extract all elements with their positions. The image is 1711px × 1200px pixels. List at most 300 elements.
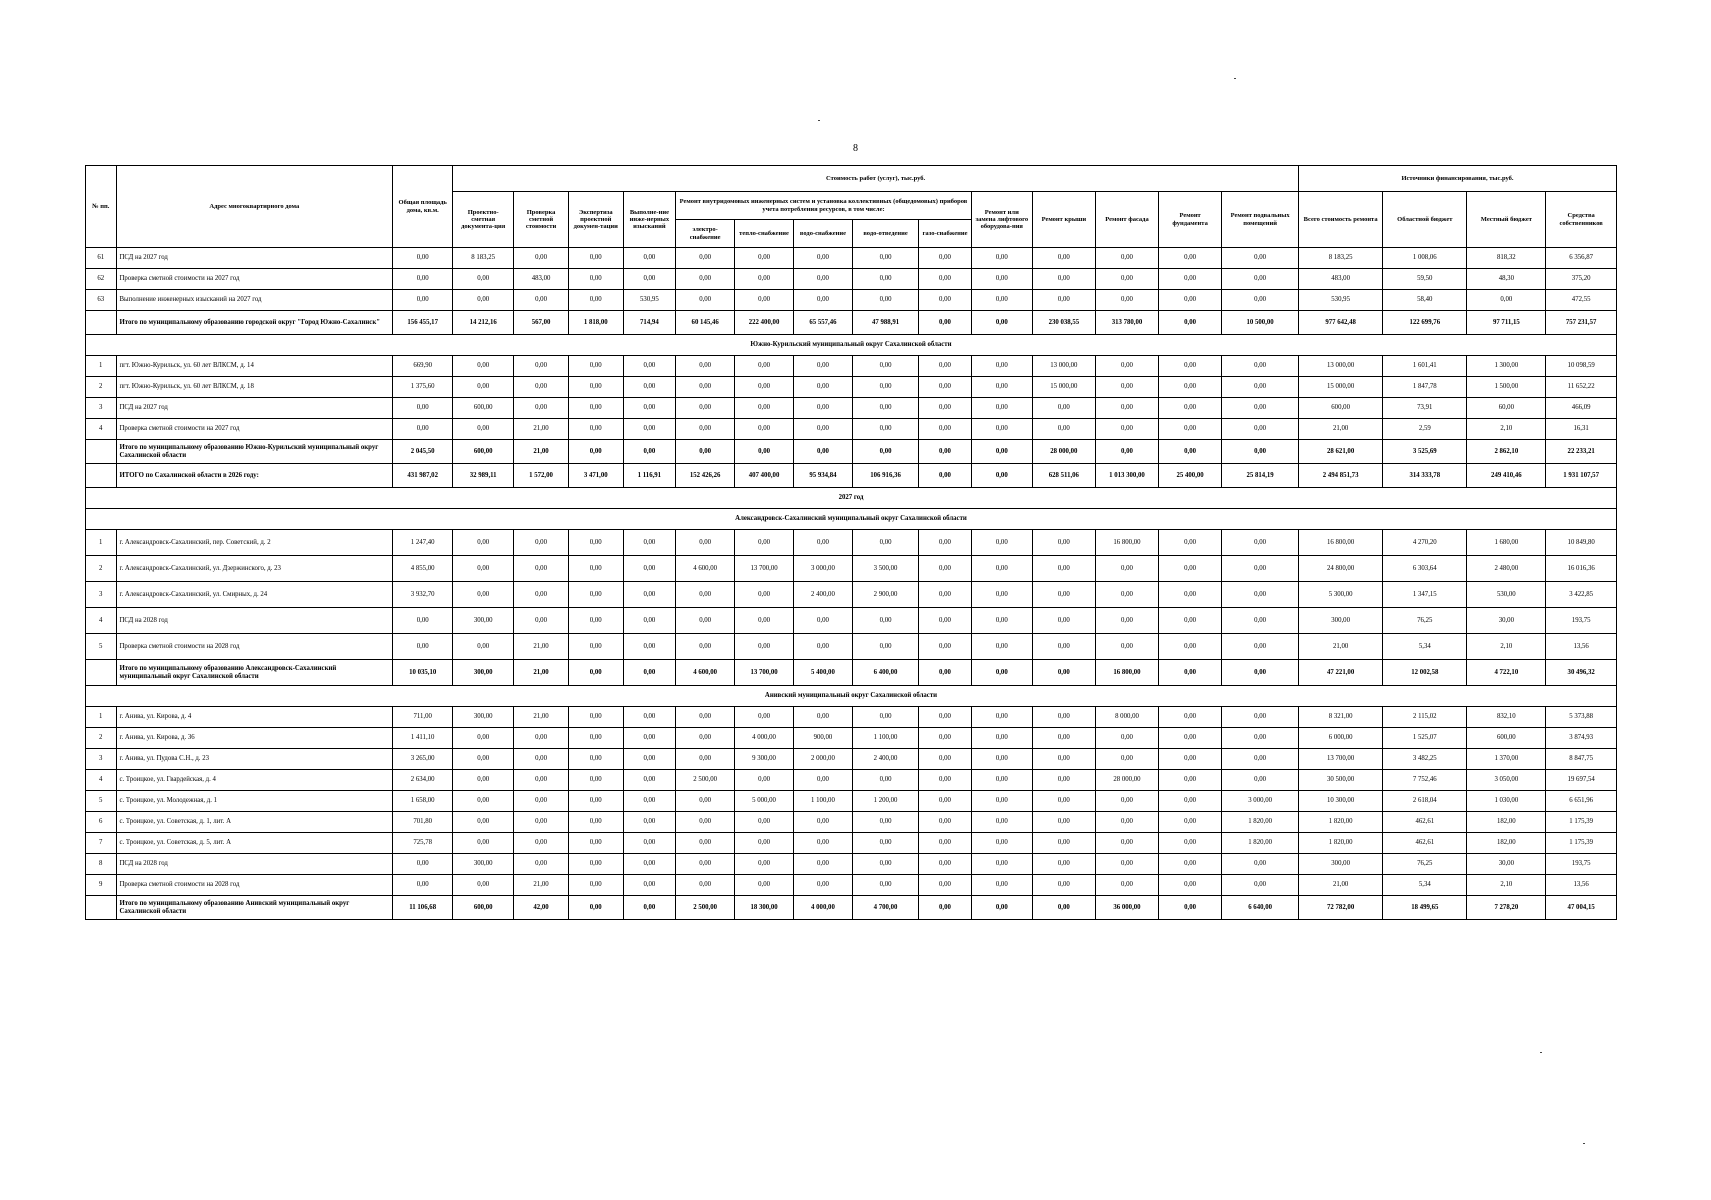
header-area: Общая площадь дома, кв.м. [393, 166, 453, 248]
page-number: 8 [853, 143, 858, 154]
row-value: 0,00 [919, 833, 972, 854]
row-value: 6 400,00 [852, 660, 918, 686]
row-value: 16 800,00 [1095, 660, 1158, 686]
row-value: 1 175,39 [1546, 812, 1617, 833]
row-value: 0,00 [623, 377, 676, 398]
row-value: 0,00 [919, 854, 972, 875]
row-value: 21,00 [514, 875, 569, 896]
row-value: 0,00 [1032, 269, 1095, 290]
row-value: 0,00 [393, 634, 453, 660]
row-value: 2 900,00 [852, 582, 918, 608]
row-value: 0,00 [735, 248, 794, 269]
row-value: 0,00 [1032, 290, 1095, 311]
row-value: 14 212,16 [453, 311, 514, 335]
row-value: 0,00 [735, 269, 794, 290]
row-value: 1 820,00 [1222, 812, 1299, 833]
row-value: 13 700,00 [735, 660, 794, 686]
row-value: 0,00 [971, 812, 1032, 833]
row-value: 0,00 [1095, 833, 1158, 854]
row-value: 30 500,00 [1299, 770, 1383, 791]
row-value: 16 016,36 [1546, 556, 1617, 582]
capital-repair-table [85, 165, 1617, 920]
row-value: 0,00 [971, 749, 1032, 770]
table-row [86, 770, 1617, 791]
row-value: 0,00 [453, 377, 514, 398]
row-value: 628 511,06 [1032, 464, 1095, 488]
table-row [86, 530, 1617, 556]
row-value: 0,00 [1095, 269, 1158, 290]
row-value: 0,00 [1032, 833, 1095, 854]
row-value: 0,00 [1032, 530, 1095, 556]
row-value: 0,00 [852, 419, 918, 440]
row-value: 0,00 [1032, 660, 1095, 686]
row-value: 25 400,00 [1159, 464, 1222, 488]
table-row [86, 290, 1617, 311]
row-number: 3 [86, 749, 117, 770]
row-value: 1 572,00 [514, 464, 569, 488]
row-number: 1 [86, 707, 117, 728]
row-value: 0,00 [971, 833, 1032, 854]
row-value: 4 270,20 [1383, 530, 1467, 556]
row-value: 0,00 [623, 440, 676, 464]
row-value: 0,00 [971, 464, 1032, 488]
row-value: 28 000,00 [1095, 770, 1158, 791]
row-value: 300,00 [453, 854, 514, 875]
row-value: 0,00 [623, 608, 676, 634]
row-address: ПСД на 2027 год [116, 398, 393, 419]
row-value: 0,00 [735, 833, 794, 854]
row-value: 21,00 [514, 419, 569, 440]
row-address: с. Троицкое, ул. Советская, д. 1, лит. А [116, 812, 393, 833]
row-value: 0,00 [514, 749, 569, 770]
row-number [86, 311, 117, 335]
row-value: 472,55 [1546, 290, 1617, 311]
row-value: 0,00 [852, 440, 918, 464]
row-value: 2 634,00 [393, 770, 453, 791]
row-value: 0,00 [623, 707, 676, 728]
row-value: 0,00 [453, 356, 514, 377]
row-value: 3 050,00 [1467, 770, 1546, 791]
header-cost-group: Стоимость работ (услуг), тыс.руб. [453, 166, 1299, 192]
row-value: 0,00 [676, 530, 735, 556]
row-value: 0,00 [568, 854, 623, 875]
row-number: 5 [86, 791, 117, 812]
row-value: 0,00 [676, 833, 735, 854]
row-value: 59,50 [1383, 269, 1467, 290]
row-value: 4 722,10 [1467, 660, 1546, 686]
section-header-row [86, 488, 1617, 509]
row-value: 0,00 [1159, 556, 1222, 582]
row-value: 3 932,70 [393, 582, 453, 608]
row-value: 0,00 [919, 707, 972, 728]
row-value: 10 035,10 [393, 660, 453, 686]
row-address: г. Анива, ул. Пудова С.Н., д. 23 [116, 749, 393, 770]
row-value: 0,00 [1159, 634, 1222, 660]
row-value: 24 800,00 [1299, 556, 1383, 582]
row-address: Итого по муниципальному образованию Анивский муниципальный округ Сахалинской области [116, 896, 393, 920]
row-value: 0,00 [623, 791, 676, 812]
row-value: 0,00 [1095, 875, 1158, 896]
row-value: 106 916,36 [852, 464, 918, 488]
row-value: 1 375,60 [393, 377, 453, 398]
row-value: 0,00 [676, 608, 735, 634]
row-value: 0,00 [676, 749, 735, 770]
row-value: 13 000,00 [1032, 356, 1095, 377]
row-value: 0,00 [1032, 749, 1095, 770]
row-value: 0,00 [852, 398, 918, 419]
row-value: 0,00 [676, 419, 735, 440]
row-value: 0,00 [568, 290, 623, 311]
row-value: 0,00 [453, 269, 514, 290]
row-value: 21,00 [514, 707, 569, 728]
row-value: 0,00 [1159, 311, 1222, 335]
row-number [86, 660, 117, 686]
row-value: 0,00 [568, 419, 623, 440]
row-value: 0,00 [676, 440, 735, 464]
row-value: 0,00 [794, 377, 853, 398]
row-value: 0,00 [568, 608, 623, 634]
row-value: 0,00 [919, 269, 972, 290]
row-value: 0,00 [514, 770, 569, 791]
row-value: 0,00 [1222, 728, 1299, 749]
row-value: 0,00 [568, 770, 623, 791]
table-row [86, 269, 1617, 290]
row-value: 4 600,00 [676, 660, 735, 686]
row-value: 19 697,54 [1546, 770, 1617, 791]
row-value: 22 233,21 [1546, 440, 1617, 464]
row-value: 76,25 [1383, 854, 1467, 875]
header-design-docs: Проектно-сметная документа-ция [453, 192, 514, 248]
row-value: 0,00 [393, 608, 453, 634]
row-value: 900,00 [794, 728, 853, 749]
row-value: 0,00 [1159, 290, 1222, 311]
row-value: 30,00 [1467, 608, 1546, 634]
row-value: 0,00 [393, 854, 453, 875]
row-value: 0,00 [1222, 749, 1299, 770]
row-value: 0,00 [1159, 419, 1222, 440]
row-value: 0,00 [514, 377, 569, 398]
row-value: 530,00 [1467, 582, 1546, 608]
row-value: 1 347,15 [1383, 582, 1467, 608]
row-value: 11 106,68 [393, 896, 453, 920]
total-row [86, 896, 1617, 920]
row-value: 0,00 [393, 398, 453, 419]
row-value: 0,00 [794, 707, 853, 728]
row-value: 7 752,46 [1383, 770, 1467, 791]
row-value: 30 496,32 [1546, 660, 1617, 686]
scan-speck [1540, 1052, 1542, 1053]
row-value: 0,00 [676, 854, 735, 875]
row-value: 7 278,20 [1467, 896, 1546, 920]
row-value: 0,00 [971, 854, 1032, 875]
row-value: 18 499,65 [1383, 896, 1467, 920]
row-value: 0,00 [568, 440, 623, 464]
row-value: 0,00 [568, 749, 623, 770]
row-value: 3 525,69 [1383, 440, 1467, 464]
row-number: 6 [86, 812, 117, 833]
row-address: с. Троицкое, ул. Гвардейская, д. 4 [116, 770, 393, 791]
row-value: 0,00 [971, 248, 1032, 269]
row-value: 3 874,93 [1546, 728, 1617, 749]
row-value: 0,00 [676, 356, 735, 377]
row-value: 0,00 [393, 419, 453, 440]
scan-speck [1583, 1143, 1585, 1144]
row-number: 61 [86, 248, 117, 269]
row-value: 0,00 [971, 530, 1032, 556]
row-address: г. Анива, ул. Кирова, д. 36 [116, 728, 393, 749]
row-value: 0,00 [453, 728, 514, 749]
row-value: 6 651,96 [1546, 791, 1617, 812]
row-value: 3 000,00 [1222, 791, 1299, 812]
row-address: г. Александровск-Сахалинский, ул. Смирных, д. 24 [116, 582, 393, 608]
row-value: 0,00 [1222, 248, 1299, 269]
row-value: 0,00 [971, 269, 1032, 290]
row-value: 2 115,02 [1383, 707, 1467, 728]
row-value: 8 000,00 [1095, 707, 1158, 728]
row-value: 16,31 [1546, 419, 1617, 440]
row-value: 0,00 [623, 356, 676, 377]
row-address: с. Троицкое, ул. Советская, д. 5, лит. А [116, 833, 393, 854]
row-value: 0,00 [1159, 660, 1222, 686]
row-number: 5 [86, 634, 117, 660]
row-value: 0,00 [971, 582, 1032, 608]
row-value: 0,00 [919, 377, 972, 398]
row-value: 0,00 [735, 356, 794, 377]
row-value: 600,00 [453, 398, 514, 419]
section-title: Александровск-Сахалинский муниципальный округ Сахалинской области [86, 509, 1617, 530]
row-value: 313 780,00 [1095, 311, 1158, 335]
row-value: 0,00 [852, 812, 918, 833]
row-value: 0,00 [1032, 812, 1095, 833]
row-value: 13 700,00 [735, 556, 794, 582]
header-electric: электро-снабжение [676, 220, 735, 248]
row-value: 0,00 [514, 728, 569, 749]
row-value: 0,00 [1095, 356, 1158, 377]
row-value: 249 410,46 [1467, 464, 1546, 488]
row-value: 0,00 [568, 269, 623, 290]
table-row [86, 608, 1617, 634]
row-value: 0,00 [735, 290, 794, 311]
row-value: 0,00 [676, 290, 735, 311]
row-value: 0,00 [1159, 854, 1222, 875]
row-value: 0,00 [1159, 356, 1222, 377]
row-value: 832,10 [1467, 707, 1546, 728]
table-row [86, 582, 1617, 608]
row-value: 21,00 [1299, 875, 1383, 896]
row-value: 1 820,00 [1299, 812, 1383, 833]
row-value: 1 680,00 [1467, 530, 1546, 556]
row-value: 1 411,10 [393, 728, 453, 749]
row-value: 0,00 [919, 812, 972, 833]
row-value: 0,00 [1222, 419, 1299, 440]
row-value: 0,00 [623, 833, 676, 854]
row-value: 0,00 [1095, 812, 1158, 833]
row-value: 1 008,06 [1383, 248, 1467, 269]
row-value: 757 231,57 [1546, 311, 1617, 335]
row-value: 0,00 [623, 248, 676, 269]
row-value: 669,90 [393, 356, 453, 377]
row-value: 0,00 [514, 812, 569, 833]
row-value: 0,00 [794, 875, 853, 896]
row-value: 0,00 [568, 875, 623, 896]
row-value: 1 200,00 [852, 791, 918, 812]
row-number: 2 [86, 377, 117, 398]
row-value: 5,34 [1383, 875, 1467, 896]
row-value: 0,00 [919, 608, 972, 634]
header-gas: газо-снабжение [919, 220, 972, 248]
row-value: 0,00 [1032, 875, 1095, 896]
row-value: 0,00 [1159, 812, 1222, 833]
row-value: 3 265,00 [393, 749, 453, 770]
row-value: 0,00 [453, 290, 514, 311]
table-row [86, 377, 1617, 398]
row-value: 0,00 [1032, 791, 1095, 812]
row-value: 0,00 [1032, 770, 1095, 791]
row-value: 0,00 [1032, 854, 1095, 875]
row-value: 3 500,00 [852, 556, 918, 582]
row-value: 0,00 [971, 660, 1032, 686]
row-value: 0,00 [1159, 269, 1222, 290]
row-value: 13 000,00 [1299, 356, 1383, 377]
row-value: 0,00 [919, 791, 972, 812]
row-value: 0,00 [514, 791, 569, 812]
row-value: 16 800,00 [1095, 530, 1158, 556]
row-value: 12 002,58 [1383, 660, 1467, 686]
row-value: 0,00 [393, 248, 453, 269]
row-value: 0,00 [852, 248, 918, 269]
row-value: 0,00 [453, 582, 514, 608]
row-value: 0,00 [1095, 377, 1158, 398]
row-value: 0,00 [623, 770, 676, 791]
row-value: 32 989,11 [453, 464, 514, 488]
row-value: 0,00 [453, 634, 514, 660]
row-value: 2,10 [1467, 419, 1546, 440]
row-value: 3 422,85 [1546, 582, 1617, 608]
row-value: 0,00 [623, 269, 676, 290]
row-value: 0,00 [676, 377, 735, 398]
row-value: 0,00 [676, 812, 735, 833]
table-row [86, 419, 1617, 440]
row-value: 0,00 [1095, 854, 1158, 875]
row-value: 0,00 [568, 377, 623, 398]
row-value: 48,30 [1467, 269, 1546, 290]
table-row [86, 728, 1617, 749]
row-value: 2 862,10 [1467, 440, 1546, 464]
row-value: 0,00 [676, 398, 735, 419]
row-number: 3 [86, 582, 117, 608]
row-value: 0,00 [852, 377, 918, 398]
row-value: 407 400,00 [735, 464, 794, 488]
row-value: 0,00 [794, 634, 853, 660]
row-value: 0,00 [676, 707, 735, 728]
row-value: 0,00 [1159, 608, 1222, 634]
row-address: Выполнение инженерных изысканий на 2027 год [116, 290, 393, 311]
row-value: 530,95 [623, 290, 676, 311]
row-value: 600,00 [1467, 728, 1546, 749]
row-address: г. Александровск-Сахалинский, ул. Дзержинского, д. 23 [116, 556, 393, 582]
row-value: 0,00 [735, 770, 794, 791]
row-value: 0,00 [852, 530, 918, 556]
row-value: 1 658,00 [393, 791, 453, 812]
row-value: 483,00 [514, 269, 569, 290]
header-address: Адрес многоквартирного дома [116, 166, 393, 248]
row-value: 10 500,00 [1222, 311, 1299, 335]
row-value: 193,75 [1546, 608, 1617, 634]
scan-speck [818, 120, 820, 121]
row-value: 21,00 [514, 660, 569, 686]
row-number: 63 [86, 290, 117, 311]
header-owners: Средства собственников [1546, 192, 1617, 248]
row-value: 36 000,00 [1095, 896, 1158, 920]
row-value: 711,00 [393, 707, 453, 728]
row-value: 0,00 [971, 634, 1032, 660]
row-value: 0,00 [623, 660, 676, 686]
row-number: 9 [86, 875, 117, 896]
row-value: 0,00 [623, 582, 676, 608]
row-value: 72 782,00 [1299, 896, 1383, 920]
row-value: 0,00 [735, 812, 794, 833]
row-value: 0,00 [852, 770, 918, 791]
row-value: 0,00 [514, 398, 569, 419]
row-value: 0,00 [919, 582, 972, 608]
table-row [86, 812, 1617, 833]
row-number: 62 [86, 269, 117, 290]
row-number: 2 [86, 728, 117, 749]
header-estimate-check: Проверка сметной стоимости [514, 192, 569, 248]
row-address: ПСД на 2028 год [116, 608, 393, 634]
row-value: 1 300,00 [1467, 356, 1546, 377]
row-value: 0,00 [735, 419, 794, 440]
row-value: 0,00 [919, 356, 972, 377]
total-row [86, 440, 1617, 464]
table-row [86, 556, 1617, 582]
row-value: 6 000,00 [1299, 728, 1383, 749]
row-value: 0,00 [1095, 290, 1158, 311]
row-value: 0,00 [568, 896, 623, 920]
row-value: 0,00 [1222, 634, 1299, 660]
row-value: 0,00 [1032, 634, 1095, 660]
row-value: 0,00 [1222, 660, 1299, 686]
table-row [86, 749, 1617, 770]
row-value: 0,00 [735, 582, 794, 608]
row-value: 13,56 [1546, 875, 1617, 896]
row-value: 2 480,00 [1467, 556, 1546, 582]
row-value: 0,00 [735, 398, 794, 419]
row-value: 13,56 [1546, 634, 1617, 660]
row-value: 2,10 [1467, 875, 1546, 896]
row-value: 3 482,25 [1383, 749, 1467, 770]
row-value: 0,00 [1159, 440, 1222, 464]
row-value: 16 800,00 [1299, 530, 1383, 556]
row-number: 3 [86, 398, 117, 419]
row-value: 1 013 300,00 [1095, 464, 1158, 488]
row-value: 0,00 [1159, 875, 1222, 896]
section-header-row [86, 509, 1617, 530]
row-value: 0,00 [919, 464, 972, 488]
row-value: 0,00 [623, 419, 676, 440]
header-facade: Ремонт фасада [1095, 192, 1158, 248]
row-number: 1 [86, 356, 117, 377]
row-value: 21,00 [514, 440, 569, 464]
row-value: 818,32 [1467, 248, 1546, 269]
row-value: 0,00 [919, 311, 972, 335]
row-value: 1 175,39 [1546, 833, 1617, 854]
row-value: 1 525,07 [1383, 728, 1467, 749]
row-value: 0,00 [1159, 749, 1222, 770]
row-value: 0,00 [453, 770, 514, 791]
table-row [86, 875, 1617, 896]
row-value: 28 621,00 [1299, 440, 1383, 464]
